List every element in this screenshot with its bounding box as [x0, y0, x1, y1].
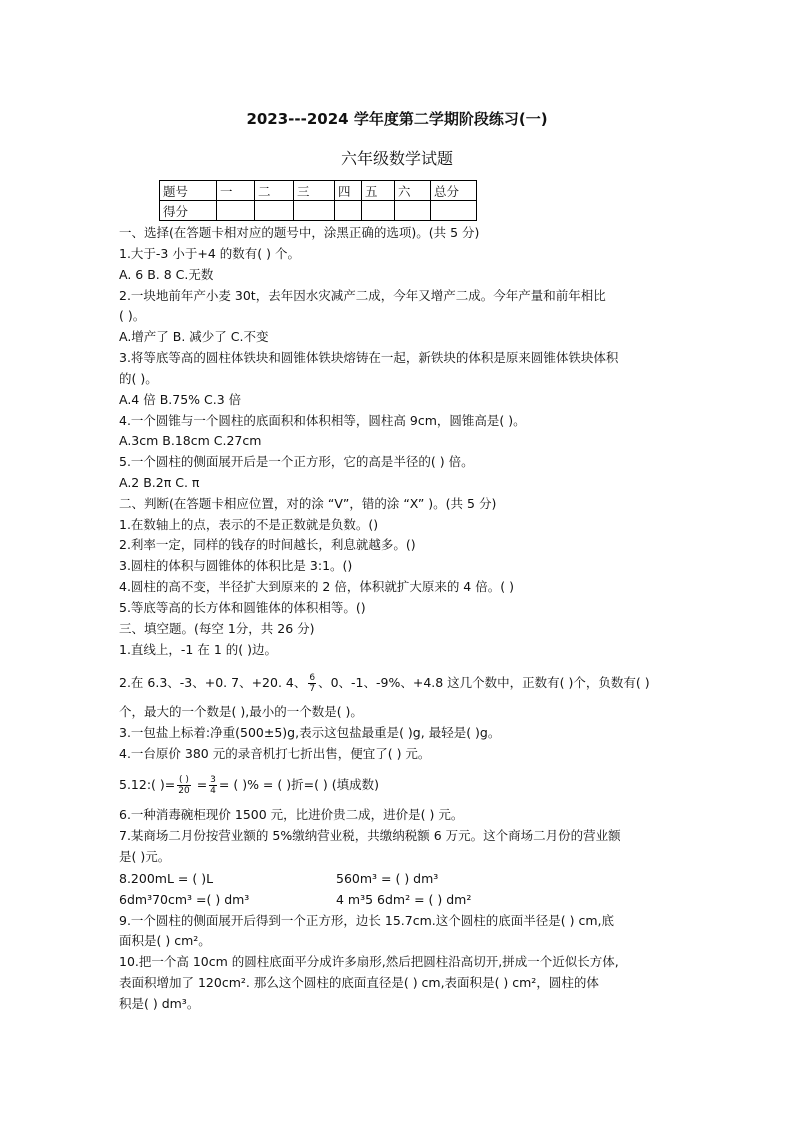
score-input-cell[interactable] — [255, 201, 294, 221]
score-table-cell: 题号 — [160, 181, 217, 201]
score-table-cell: 一 — [217, 181, 255, 201]
question-text: 9.一个圆柱的侧面展开后得到一个正方形，边长 15.7cm.这个圆柱的底面半径是( ) cm,底 — [119, 913, 614, 928]
exam-title: 2023---2024 学年度第二学期阶段练习(一) — [246, 110, 548, 128]
question-text: 3.将等底等高的圆柱体铁块和圆锥体铁块熔铸在一起，新铁块的体积是原来圆锥体铁块体积 — [119, 350, 619, 365]
score-table-score-row — [160, 201, 477, 221]
fraction-numerator: 3 — [210, 775, 216, 785]
score-table-cell: 五 — [362, 181, 395, 201]
score-table-header-row — [160, 181, 477, 201]
question-text: 1.大于-3 小于+4 的数有( ) 个。 — [119, 246, 300, 261]
question-text: 是( )元。 — [119, 849, 171, 864]
fraction-denominator: 20 — [178, 786, 190, 796]
answer-options: A.增产了 B. 减少了 C.不变 — [119, 329, 269, 344]
question-text: 2.一块地前年产小麦 30t，去年因水灾减产二成，今年又增产二成。今年产量和前年相比 — [119, 288, 606, 303]
score-table — [159, 180, 477, 221]
score-input-cell[interactable] — [431, 201, 477, 221]
question-text: 1.直线上，-1 在 1 的( )边。 — [119, 642, 277, 657]
section-3-heading: 三、填空题。(每空 1分，共 26 分) — [119, 621, 315, 636]
fraction — [308, 673, 316, 694]
fraction-numerator: ( ) — [179, 775, 189, 785]
score-table-cell: 六 — [395, 181, 431, 201]
fraction — [177, 775, 190, 796]
question-text: 3.一包盐上标着:净重(500±5)g,表示这包盐最重是( )g, 最轻是( )g。 — [119, 725, 501, 740]
question-2-line-1 — [119, 673, 650, 694]
question-text: 4.一个圆锥与一个圆柱的底面积和体积相等，圆柱高 9cm，圆锥高是( )。 — [119, 413, 526, 428]
score-input-cell[interactable] — [335, 201, 362, 221]
question-text: 表面积增加了 120cm². 那么这个圆柱的底面直径是( ) cm,表面积是( ) cm²，圆柱的体 — [119, 975, 599, 990]
score-table-cell: 三 — [294, 181, 335, 201]
fraction-numerator: 6 — [309, 673, 316, 683]
fraction-denominator: 7 — [309, 684, 316, 694]
unit-conversion-a: 8.200mL = ( )L — [119, 871, 214, 886]
answer-options: A.4 倍 B.75% C.3 倍 — [119, 392, 242, 407]
question-text-segment: = — [196, 777, 208, 792]
score-input-cell[interactable] — [294, 201, 335, 221]
fraction-denominator: 4 — [210, 786, 216, 796]
question-text: 3.圆柱的体积与圆锥体的体积比是 3:1。() — [119, 558, 353, 573]
exam-subtitle: 六年级数学试题 — [340, 149, 453, 168]
question-5-line — [119, 775, 379, 796]
question-text: 4.圆柱的高不变，半径扩大到原来的 2 倍，体积就扩大原来的 4 倍。( ) — [119, 579, 514, 594]
unit-conversion-d: 4 m³5 6dm² = ( ) dm² — [336, 892, 472, 907]
question-text: 的( )。 — [119, 371, 158, 386]
unit-conversion-b: 560m³ = ( ) dm³ — [336, 871, 439, 886]
question-text: 10.把一个高 10cm 的圆柱底面平分成许多扇形,然后把圆柱沿高切开,拼成一个近似长方体, — [119, 954, 619, 969]
answer-options: A.2 B.2π C. π — [119, 475, 200, 490]
score-table-cell: 四 — [335, 181, 362, 201]
question-text: ( )。 — [119, 308, 146, 323]
score-input-cell[interactable] — [362, 201, 395, 221]
question-text: 7.某商场二月份按营业额的 5%缴纳营业税，共缴纳税额 6 万元。这个商场二月份的营业额 — [119, 828, 621, 843]
question-text: 积是( ) dm³。 — [119, 996, 200, 1011]
question-2-line-2: 个，最大的一个数是( ),最小的一个数是( )。 — [119, 704, 363, 719]
score-input-cell[interactable] — [217, 201, 255, 221]
section-2-heading: 二、判断(在答题卡相应位置，对的涂 “V”，错的涂 “X” )。(共 5 分) — [119, 496, 497, 511]
question-text: 5.等底等高的长方体和圆锥体的体积相等。() — [119, 600, 366, 615]
answer-options: A. 6 B. 8 C.无数 — [119, 267, 214, 282]
answer-options: A.3cm B.18cm C.27cm — [119, 433, 262, 448]
question-text-segment: = ( )% = ( )折=( ) (填成数) — [218, 777, 380, 792]
score-table-cell: 二 — [255, 181, 294, 201]
score-label-cell: 得分 — [160, 201, 217, 221]
score-table-cell: 总分 — [431, 181, 477, 201]
question-text: 4.一台原价 380 元的录音机打七折出售，便宜了( ) 元。 — [119, 746, 431, 761]
unit-conversion-c: 6dm³70cm³ =( ) dm³ — [119, 892, 250, 907]
question-text: 6.一种消毒碗柜现价 1500 元，比进价贵二成，进价是( ) 元。 — [119, 807, 464, 822]
question-text: 1.在数轴上的点，表示的不是正数就是负数。() — [119, 517, 379, 532]
question-text-segment: 5.12:( )= — [119, 777, 176, 792]
question-text-segment: 2.在 6.3、-3、+0. 7、+20. 4、 — [119, 675, 307, 690]
question-text: 2.利率一定，同样的钱存的时间越长，利息就越多。() — [119, 537, 416, 552]
question-text-segment: 、0、-1、-9%、+4.8 这几个数中，正数有( )个，负数有( ) — [318, 675, 650, 690]
score-input-cell[interactable] — [395, 201, 431, 221]
section-1-heading: 一、选择(在答题卡相对应的题号中，涂黑正确的选项)。(共 5 分) — [119, 225, 480, 240]
fraction — [209, 775, 217, 796]
question-text: 5.一个圆柱的侧面展开后是一个正方形，它的高是半径的( ) 倍。 — [119, 454, 474, 469]
question-text: 面积是( ) cm²。 — [119, 933, 211, 948]
